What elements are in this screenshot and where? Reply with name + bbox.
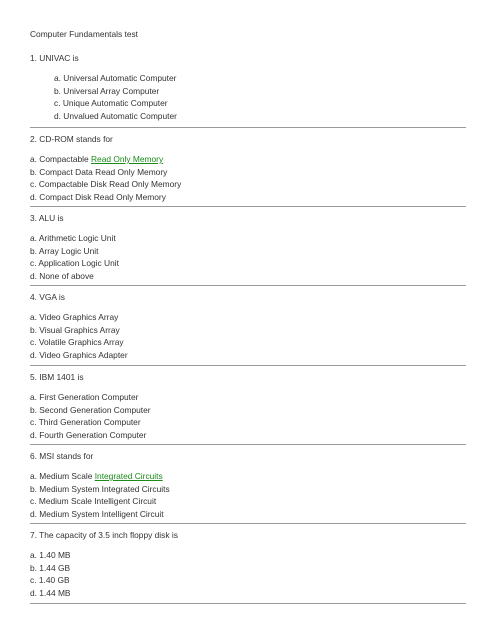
question-text: 3. ALU is (30, 213, 64, 223)
integrated-circuits-link[interactable]: Integrated Circuits (94, 471, 163, 481)
option-a: a. 1.40 MB (30, 550, 71, 560)
option-list (30, 153, 466, 204)
option-d: d. Fourth Generation Computer (30, 430, 147, 441)
option-d: d. Unvalued Automatic Computer (54, 111, 177, 122)
option-d: d. Video Graphics Adapter (30, 350, 128, 361)
divider (30, 523, 466, 524)
option-a (30, 470, 466, 483)
question-text: 7. The capacity of 3.5 inch floppy disk is (30, 530, 178, 540)
option-c: c. Compactable Disk Read Only Memory (30, 179, 182, 190)
question-5 (30, 371, 466, 442)
option-a: a. Video Graphics Array (30, 312, 119, 322)
option-c: c. Third Generation Computer (30, 417, 141, 428)
question-1 (30, 52, 466, 123)
option-b: b. Universal Array Computer (54, 85, 160, 96)
option-b: b. Second Generation Computer (30, 404, 151, 415)
divider (30, 206, 466, 207)
divider (30, 444, 466, 445)
option-label: a. Medium Scale (30, 471, 95, 481)
option-c: c. Medium Scale Intelligent Circuit (30, 496, 157, 507)
option-list (30, 232, 466, 283)
question-2 (30, 133, 466, 204)
question-text: 5. IBM 1401 is (30, 372, 84, 382)
question-6 (30, 450, 466, 521)
document-title: Computer Fundamentals test (30, 29, 138, 39)
divider (30, 127, 466, 128)
option-d: d. None of above (30, 271, 94, 282)
option-list (30, 311, 466, 362)
option-c: c. 1.40 GB (30, 575, 70, 586)
question-3 (30, 212, 466, 283)
option-list (30, 391, 466, 442)
option-c: c. Unique Automatic Computer (54, 98, 168, 109)
option-b: b. Array Logic Unit (30, 245, 99, 256)
option-b: b. 1.44 GB (30, 562, 71, 573)
option-list (30, 549, 466, 600)
option-a (30, 153, 466, 166)
option-a: a. First Generation Computer (30, 392, 139, 402)
question-4 (30, 291, 466, 362)
option-a: a. Arithmetic Logic Unit (30, 233, 116, 243)
option-c: c. Application Logic Unit (30, 258, 119, 269)
option-c: c. Volatile Graphics Array (30, 337, 124, 348)
question-text: 6. MSI stands for (30, 451, 94, 461)
option-a: a. Universal Automatic Computer (54, 73, 177, 83)
question-7 (30, 529, 466, 600)
question-text: 1. UNIVAC is (30, 53, 79, 63)
divider (30, 285, 466, 286)
option-list (30, 470, 466, 521)
option-list (30, 72, 466, 123)
option-label: a. Compactable (30, 154, 91, 164)
read-only-memory-link[interactable]: Read Only Memory (91, 154, 164, 164)
option-d: d. 1.44 MB (30, 588, 71, 599)
divider (30, 603, 466, 604)
option-d: d. Medium System Intelligent Circuit (30, 509, 164, 520)
question-text: 2. CD-ROM stands for (30, 134, 113, 144)
option-b: b. Visual Graphics Array (30, 324, 120, 335)
divider (30, 365, 466, 366)
option-b: b. Compact Data Read Only Memory (30, 166, 168, 177)
option-b: b. Medium System Integrated Circuits (30, 483, 170, 494)
question-text: 4. VGA is (30, 292, 65, 302)
option-d: d. Compact Disk Read Only Memory (30, 192, 166, 203)
